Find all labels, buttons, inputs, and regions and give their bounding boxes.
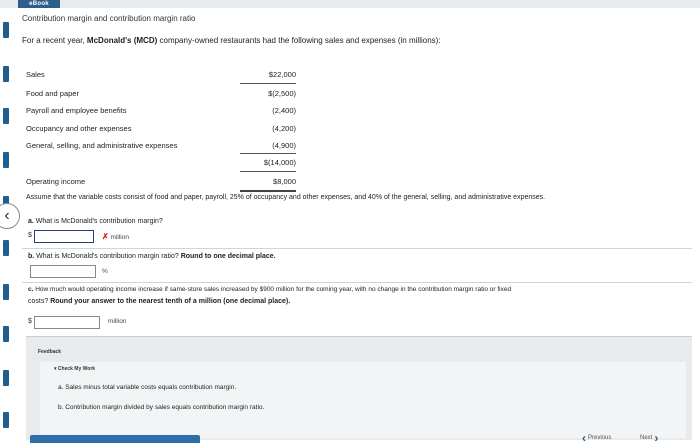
fin-row-sales: Sales $22,000 — [26, 70, 296, 79]
divider — [240, 171, 296, 172]
fin-row-occupancy: Occupancy and other expenses (4,200) — [26, 124, 296, 133]
feedback-panel — [26, 336, 692, 440]
rail-marker[interactable] — [3, 66, 9, 82]
section-divider — [22, 248, 692, 249]
company-name: McDonald's (MCD) — [86, 36, 158, 45]
caret-down-icon: ▾ — [54, 366, 58, 372]
fin-row-payroll: Payroll and employee benefits (2,400) — [26, 106, 296, 115]
chevron-left-icon: ‹ — [582, 431, 586, 445]
rail-marker[interactable] — [3, 326, 9, 342]
answer-a-unit: ✗ million — [102, 232, 129, 241]
page-title: Contribution margin and contribution margin ratio — [22, 14, 196, 23]
question-a: a. What is McDonald's contribution margin? — [28, 218, 163, 225]
previous-button[interactable]: ‹ Previous — [582, 431, 612, 445]
answer-a-input[interactable] — [34, 230, 94, 243]
top-bar — [0, 0, 700, 8]
answer-b-input[interactable] — [30, 265, 96, 278]
rail-marker[interactable] — [3, 370, 9, 386]
answer-b-unit: % — [102, 268, 108, 275]
check-my-work-box — [40, 362, 686, 438]
ebook-tab[interactable]: eBook — [18, 0, 60, 8]
double-rule — [240, 190, 296, 192]
rail-marker[interactable] — [3, 152, 9, 168]
rail-marker[interactable] — [3, 284, 9, 300]
section-divider — [22, 282, 692, 283]
chevron-left-icon: ‹ — [4, 207, 10, 224]
rail-marker[interactable] — [3, 412, 9, 428]
fin-row-general: General, selling, and administrative expenses (4,900) — [26, 141, 296, 150]
fin-row-operating-income: Operating income $8,000 — [26, 177, 296, 186]
feedback-heading: Feedback — [38, 349, 62, 355]
problem-intro: For a recent year, McDonald's (MCD) company-owned restaurants had the following sales and expenses (in millions): — [22, 36, 441, 45]
divider — [240, 83, 296, 84]
answer-c-input[interactable] — [34, 316, 100, 329]
answer-c-unit: million — [108, 318, 127, 325]
dollar-sign: $ — [28, 318, 32, 325]
dollar-sign: $ — [28, 232, 32, 239]
check-my-work-title[interactable]: ▾ Check My Work — [54, 366, 96, 372]
divider — [240, 153, 296, 154]
next-button[interactable]: Next › — [640, 431, 659, 445]
hint-b: b. Contribution margin divided by sales equals contribution margin ratio. — [58, 404, 265, 411]
rail-marker[interactable] — [3, 240, 9, 256]
rail-marker[interactable] — [3, 108, 9, 124]
question-c-line2: costs? Round your answer to the nearest tenth of a million (one decimal place). — [28, 298, 291, 305]
rail-marker[interactable] — [3, 22, 9, 38]
hint-a: a. Sales minus total variable costs equals contribution margin. — [58, 384, 237, 391]
assumption-text: Assume that the variable costs consist of food and paper, payroll, 25% of occupancy and other expenses, and 40% of the general, selling, and administrative expenses. — [26, 194, 546, 201]
question-b: b. What is McDonald's contribution margin ratio? Round to one decimal place. — [28, 253, 276, 260]
chevron-right-icon: › — [654, 431, 659, 445]
question-c: c. How much would operating income increase if same-store sales increased by $900 million for the coming year, with no change in the contribution margin ratio or fixed — [28, 286, 512, 293]
fin-row-total-expenses: $(14,000) — [263, 158, 296, 167]
incorrect-icon: ✗ — [102, 232, 109, 241]
bottom-action-button[interactable] — [30, 435, 200, 443]
fin-row-food: Food and paper $(2,500) — [26, 89, 296, 98]
